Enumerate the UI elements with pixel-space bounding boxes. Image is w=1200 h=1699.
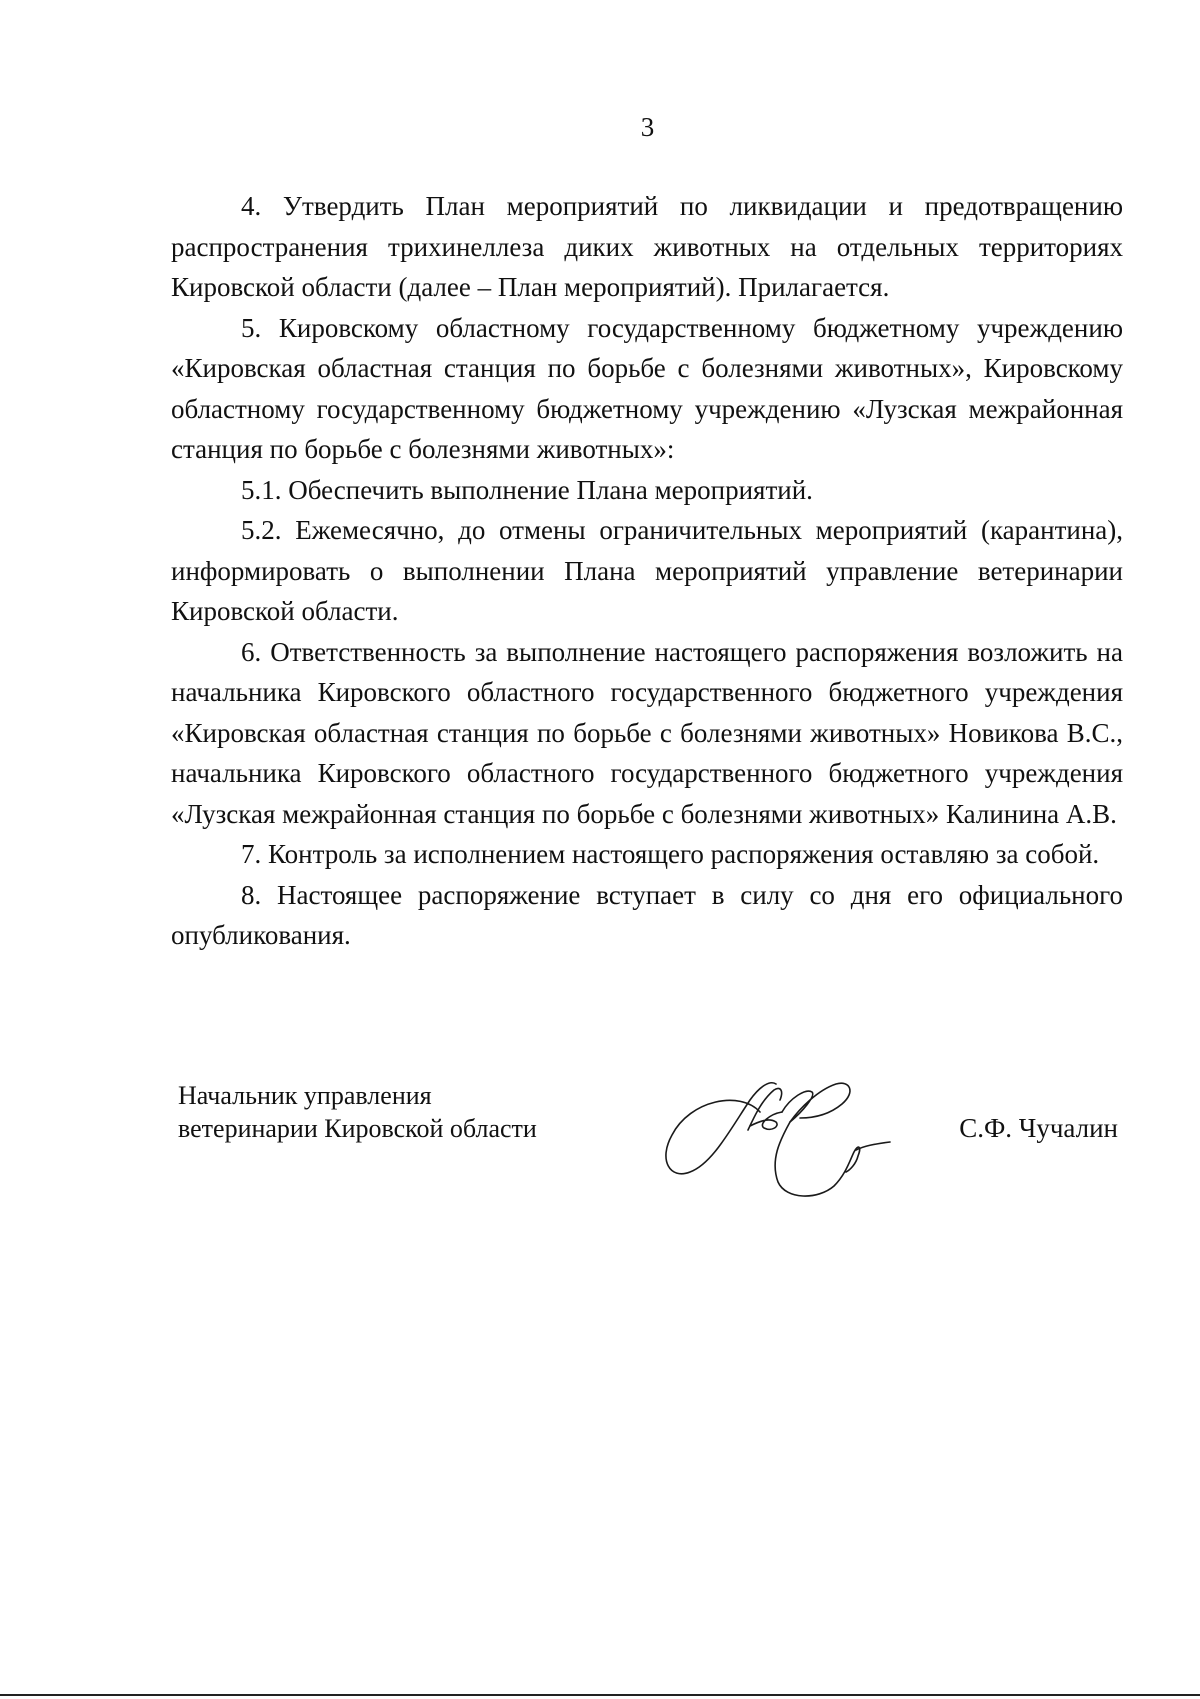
paragraph-7: 7. Контроль за исполнением настоящего распоряжения оставляю за собой. bbox=[241, 839, 1100, 869]
paragraph-5: 5. Кировскому областному государственному бюджетному учреждению «Кировская областная станция по борьбе с болезнями животных», Кировскому областному государственному бюджетному учреждению «Лузская межрайонная станция по борьбе с болезнями животных»: bbox=[171, 312, 1123, 464]
signatory-position bbox=[178, 1079, 537, 1145]
paragraph-4: 4. Утвердить План мероприятий по ликвидации и предотвращению распространения трихинеллеза диких животных на отдельных территориях Кировской области (далее – План мероприятий). Прилагается. bbox=[171, 191, 1123, 302]
paragraph-6: 6. Ответственность за выполнение настоящего распоряжения возложить на начальника Кировского областного государственного бюджетного учреждения «Кировская областная станция по борьбе с болезнями животных» Новикова В.С., начальника Кировского областного государственного бюджетного учреждения «Лузская межрайонная станция по борьбе с болезнями животных» Калинина А.В. bbox=[171, 636, 1123, 829]
document-body bbox=[171, 186, 1123, 956]
signatory-name: С.Ф. Чучалин bbox=[959, 1113, 1118, 1143]
page-number: 3 bbox=[640, 112, 655, 142]
paragraph-5-2: 5.2. Ежемесячно, до отмены ограничительных мероприятий (карантина), информировать о выполнении Плана мероприятий управление ветеринарии Кировской области. bbox=[171, 515, 1123, 626]
page-bottom-edge bbox=[0, 1694, 1200, 1696]
signatory-position-line-2: ветеринарии Кировской области bbox=[178, 1114, 537, 1143]
signatory-position-line-1: Начальник управления bbox=[178, 1081, 432, 1110]
paragraph-5-1: 5.1. Обеспечить выполнение Плана мероприятий. bbox=[241, 474, 813, 505]
paragraph-8: 8. Настоящее распоряжение вступает в силу со дня его официального опубликования. bbox=[171, 879, 1123, 950]
handwritten-signature bbox=[650, 1060, 900, 1205]
